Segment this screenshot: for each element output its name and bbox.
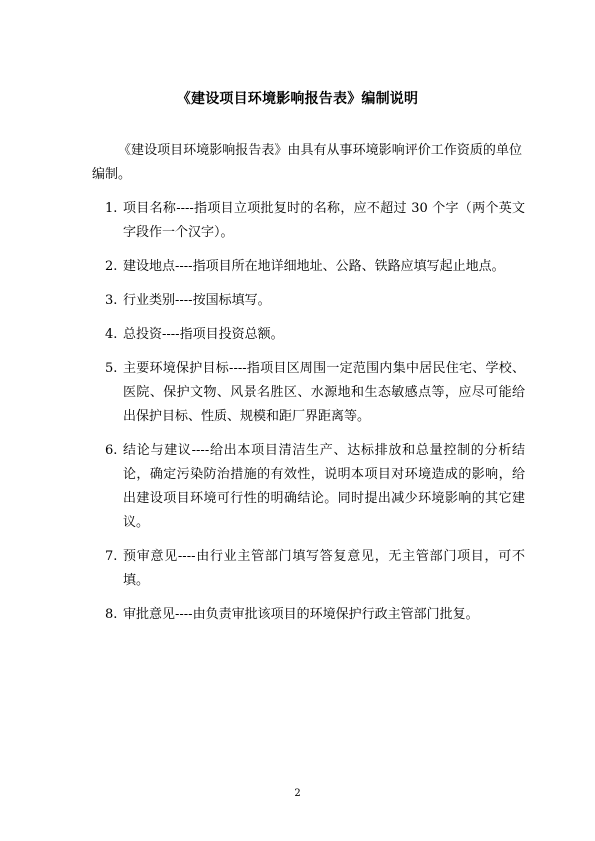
item-number: 7. (105, 549, 118, 564)
item-text: 项目名称----指项目立项批复时的名称，应不超过 30 个字（两个英文字段作一个汉字）。 (123, 201, 525, 240)
list-item (105, 197, 525, 245)
list-item (105, 439, 525, 535)
item-text: 总投资----指项目投资总额。 (123, 327, 284, 342)
item-number: 5. (105, 361, 118, 376)
item-text: 审批意见----由负责审批该项目的环境保护行政主管部门批复。 (123, 607, 479, 622)
item-number: 8. (105, 607, 118, 622)
item-text: 建设地点----指项目所在地详细地址、公路、铁路应填写起止地点。 (123, 259, 505, 274)
item-number: 3. (105, 293, 118, 308)
list-item (105, 357, 525, 429)
list-item (105, 289, 525, 313)
item-number: 4. (105, 327, 118, 342)
list-item (105, 603, 525, 627)
item-text: 行业类别----按国标填写。 (123, 293, 271, 308)
list-item (105, 545, 525, 593)
page-title: 《建设项目环境影响报告表》编制说明 (176, 91, 419, 107)
instruction-list (105, 197, 525, 637)
page-number: 2 (294, 788, 301, 799)
intro-paragraph: 《建设项目环境影响报告表》由具有从事环境影响评价工作资质的单位编制。 (92, 143, 522, 182)
item-text: 主要环境保护目标----指项目区周围一定范围内集中居民住宅、学校、医院、保护文物、风景名胜区、水源地和生态敏感点等，应尽可能给出保护目标、性质、规模和距厂界距离等。 (123, 361, 525, 424)
item-number: 6. (105, 443, 118, 458)
list-item (105, 323, 525, 347)
item-text: 结论与建议----给出本项目清洁生产、达标排放和总量控制的分析结论，确定污染防治措施的有效性，说明本项目对环境造成的影响，给出建设项目环境可行性的明确结论。同时提出减少环境影响的其它建议。 (123, 443, 525, 530)
item-text: 预审意见----由行业主管部门填写答复意见，无主管部门项目，可不填。 (123, 549, 525, 588)
list-item (105, 255, 525, 279)
item-number: 1. (105, 201, 118, 216)
item-number: 2. (105, 259, 118, 274)
